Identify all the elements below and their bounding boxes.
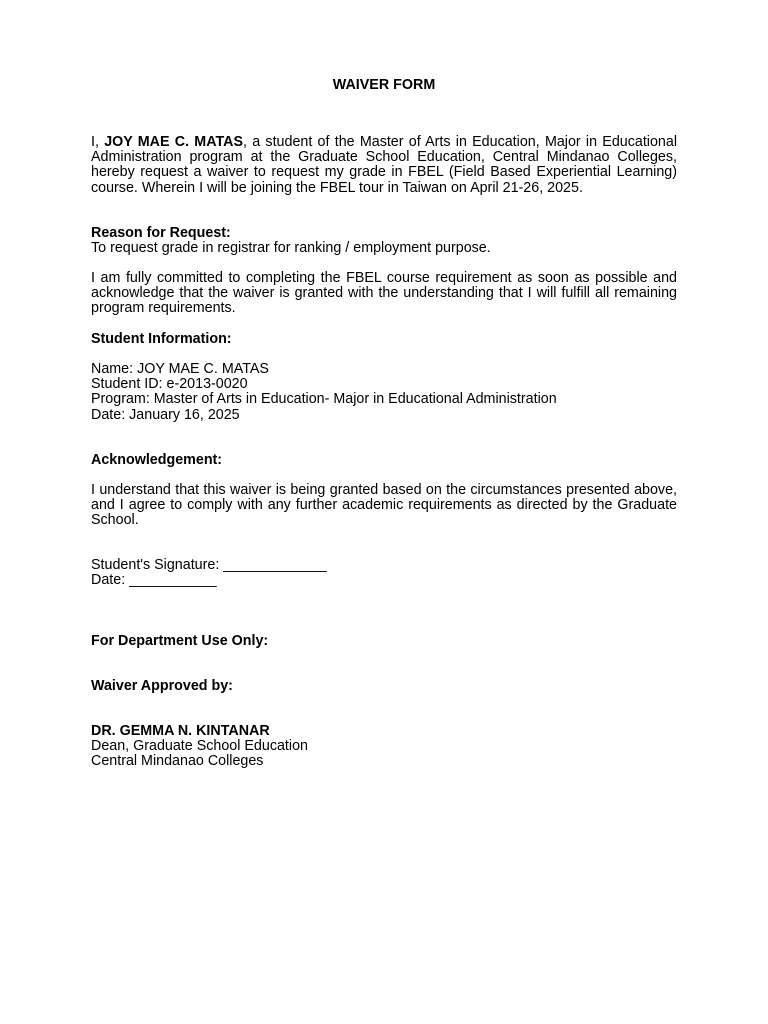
acknowledgement-heading-wrap bbox=[91, 453, 677, 468]
program-field: Program: Master of Arts in Education- Major in Educational Administration bbox=[91, 391, 557, 408]
intro-prefix: I, bbox=[91, 134, 105, 150]
student-name-highlight: JOY MAE C. MATAS bbox=[104, 134, 244, 150]
reason-section bbox=[91, 226, 677, 256]
approver-section bbox=[91, 724, 677, 770]
reason-text: To request grade in registrar for ranking / employment purpose. bbox=[91, 240, 491, 257]
approver-institution: Central Mindanao Colleges bbox=[91, 753, 264, 770]
approver-name: DR. GEMMA N. KINTANAR bbox=[91, 723, 270, 739]
acknowledgement-paragraph: I understand that this waiver is being granted based on the circumstances presented above, and I agree to comply with any further academic requirements as directed by the Graduate School. bbox=[91, 482, 677, 529]
signature-date-line: Date: ___________ bbox=[91, 572, 217, 589]
department-use-heading: For Department Use Only: bbox=[91, 633, 269, 649]
student-info-heading: Student Information: bbox=[91, 331, 232, 347]
student-info-section bbox=[91, 362, 677, 423]
approver-title: Dean, Graduate School Education bbox=[91, 738, 308, 755]
waiver-document bbox=[91, 0, 677, 1024]
approved-by-wrap bbox=[91, 679, 677, 694]
student-name-field: Name: JOY MAE C. MATAS bbox=[91, 361, 269, 377]
acknowledgement-heading: Acknowledgement: bbox=[91, 452, 223, 468]
document-title: WAIVER FORM bbox=[332, 77, 436, 93]
intro-body: , a student of the Master of Arts in Education, Major in Educational Administration program at the Graduate School Education, Central Mindanao Colleges, hereby request a waiver to request my grade in FBEL (Field Based Experiential Learning) course. Wherein I will be joining the FBEL tour in Taiwan on April 21-26, 2025. bbox=[91, 134, 678, 196]
department-heading-wrap bbox=[91, 634, 677, 649]
commitment-paragraph: I am fully committed to completing the FBEL course requirement as soon as possible and acknowledge that the waiver is granted with the understanding that I will fulfill all remaining program requirements. bbox=[91, 270, 677, 317]
reason-heading: Reason for Request: bbox=[91, 225, 231, 241]
approved-by-label: Waiver Approved by: bbox=[91, 678, 233, 694]
intro-paragraph bbox=[91, 135, 677, 196]
student-signature-line: Student's Signature: _____________ bbox=[91, 557, 327, 573]
date-field: Date: January 16, 2025 bbox=[91, 406, 240, 423]
student-id-field: Student ID: e-2013-0020 bbox=[91, 376, 248, 393]
student-info-heading-wrap bbox=[91, 332, 677, 347]
signature-section bbox=[91, 558, 677, 588]
